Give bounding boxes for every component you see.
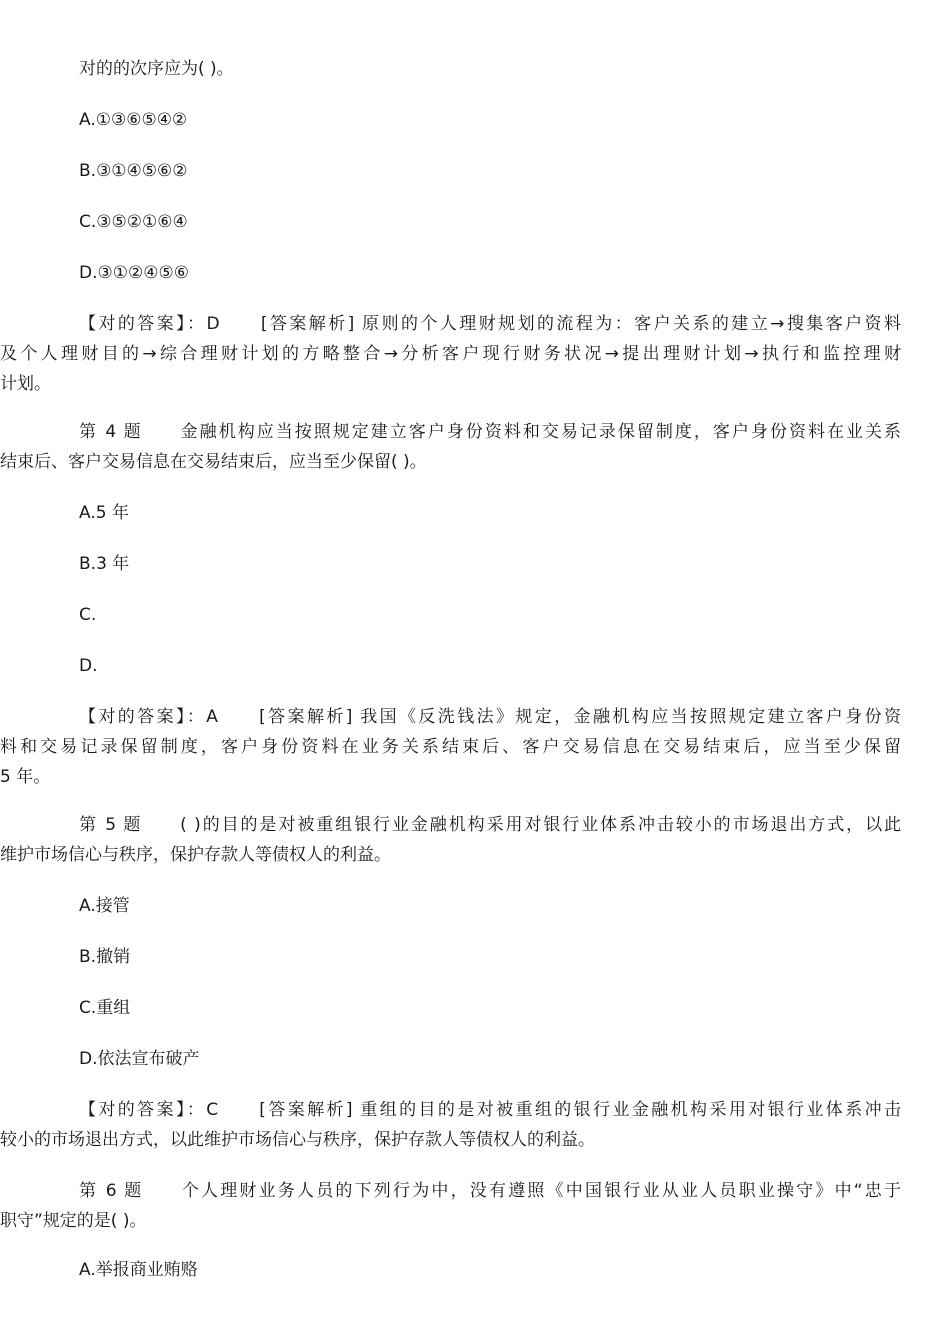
answer-line: 【对的答案】：A [答案解析] 我国《反洗钱法》规定，金融机构应当按照规定建立客户身份资	[79, 707, 901, 727]
question-5-option-a: A.接管	[79, 896, 130, 916]
question-4-option-a: A.5 年	[79, 503, 129, 523]
question-5-answer	[0, 1097, 901, 1153]
question-3-option-a: A.①③⑥⑤④②	[79, 110, 188, 130]
answer-line: 5 年。	[0, 767, 51, 787]
question-3-option-d: D.③①②④⑤⑥	[79, 263, 189, 283]
question-4-option-b: B.3 年	[79, 554, 130, 574]
question-4-stem	[0, 419, 901, 475]
question-6-option-a: A.举报商业贿赂	[79, 1260, 198, 1280]
question-3-option-b: B.③①④⑤⑥②	[79, 161, 188, 181]
question-3-stem-tail: 对的的次序应为( )。	[79, 59, 234, 79]
question-line: 第 6 题 个人理财业务人员的下列行为中，没有遵照《中国银行业从业人员职业操守》中“忠于	[79, 1181, 901, 1201]
answer-line: 计划。	[0, 374, 51, 394]
answer-line: 【对的答案】：C [答案解析] 重组的目的是对被重组的银行业金融机构采用对银行业体系冲击	[79, 1100, 901, 1120]
question-6-stem	[0, 1178, 901, 1234]
question-5-option-c: C.重组	[79, 998, 131, 1018]
answer-line: 料和交易记录保留制度，客户身份资料在业务关系结束后、客户交易信息在交易结束后，应当至少保留	[0, 737, 901, 757]
question-4-option-c: C.	[79, 605, 97, 625]
question-4-answer	[0, 704, 901, 790]
question-line: 维护市场信心与秩序，保护存款人等债权人的利益。	[0, 845, 391, 865]
answer-line: 【对的答案】：D [答案解析] 原则的个人理财规划的流程为：客户关系的建立→搜集客户资料	[79, 314, 901, 334]
question-3-option-c: C.③⑤②①⑥④	[79, 212, 188, 232]
question-line: 第 5 题 ( )的目的是对被重组银行业金融机构采用对银行业体系冲击较小的市场退出方式，以此	[79, 815, 901, 835]
question-line: 结束后、客户交易信息在交易结束后，应当至少保留( )。	[0, 452, 427, 472]
question-5-option-d: D.依法宣布破产	[79, 1049, 200, 1069]
question-line: 第 4 题 金融机构应当按照规定建立客户身份资料和交易记录保留制度，客户身份资料在业关系	[79, 422, 901, 442]
answer-line: 及个人理财目的→综合理财计划的方略整合→分析客户现行财务状况→提出理财计划→执行和监控理财	[0, 344, 901, 364]
question-3-answer	[0, 311, 901, 397]
question-5-stem	[0, 812, 901, 868]
question-5-option-b: B.撤销	[79, 947, 131, 967]
question-4-option-d: D.	[79, 656, 98, 676]
answer-line: 较小的市场退出方式，以此维护市场信心与秩序，保护存款人等债权人的利益。	[0, 1130, 595, 1150]
question-line: 职守”规定的是( )。	[0, 1211, 147, 1231]
